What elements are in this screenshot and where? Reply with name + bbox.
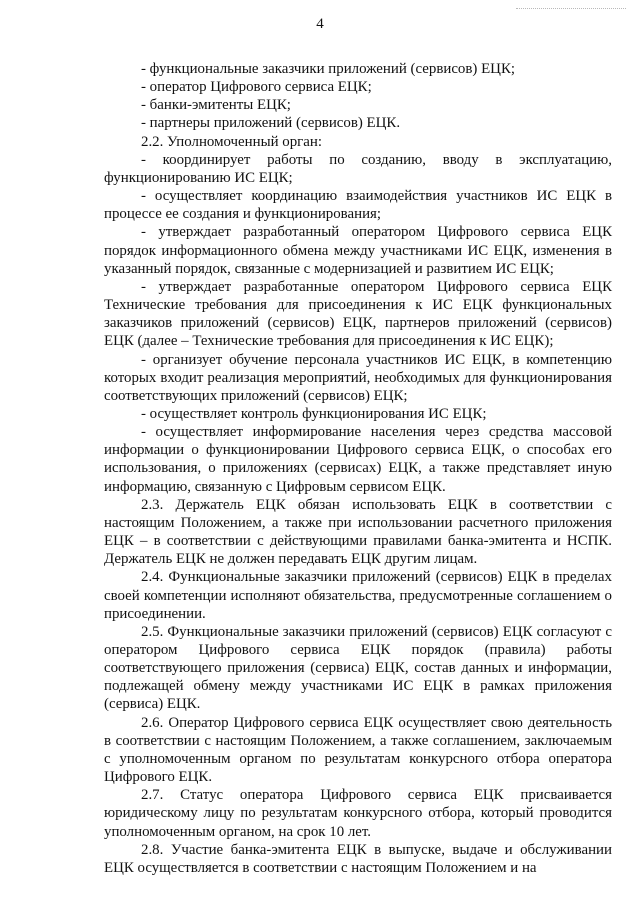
authority-duty-coordinates-works: - координирует работы по созданию, вводу в эксплуатацию, функционированию ИС ЕЦК; xyxy=(104,151,612,186)
document-body xyxy=(104,60,612,877)
section-2-5-paragraph: 2.5. Функциональные заказчики приложений (сервисов) ЕЦК согласуют с оператором Цифрового сервиса ЕЦК порядок (правила) работы соответствующего приложения (сервиса) ЕЦК, состав данных и информации, подлежащей обмену между участниками ИС ЕЦК в рамках приложения (сервиса) ЕЦК. xyxy=(104,623,612,713)
authority-duty-controls-functioning: - осуществляет контроль функционирования ИС ЕЦК; xyxy=(141,405,487,422)
authority-duty-approves-exchange-order: - утверждает разработанный оператором Цифрового сервиса ЕЦК порядок информационного обмена между участниками ИС ЕЦК, изменения в указанный порядок, связанные с модернизацией и развитием ИС ЕЦК; xyxy=(104,224,612,277)
list-item-functional-customers: - функциональные заказчики приложений (сервисов) ЕЦК; xyxy=(141,61,516,77)
section-2-3-paragraph: 2.3. Держатель ЕЦК обязан использовать ЕЦК в соответствии с настоящим Положением, а также при использовании расчетного приложения ЕЦК – в соответствии с действующими правилами банка-эмитента и НСПК. Держатель ЕЦК не должен передавать ЕЦК другим лицам. xyxy=(104,496,612,568)
authority-duty-coordinates-interaction: - осуществляет координацию взаимодействия участников ИС ЕЦК в процессе ее создания и функционирования; xyxy=(104,188,612,223)
section-2-2-heading: 2.2. Уполномоченный орган: xyxy=(141,133,322,150)
authority-duty-approves-technical-requirements: - утверждает разработанные оператором Цифрового сервиса ЕЦК Технические требования для присоединения к ИС ЕЦК функциональных заказчиков приложений (сервисов) ЕЦК, партнеров приложений (сервисов) ЕЦК (далее – Технические требования для присоединения к ИС ЕЦК); xyxy=(104,278,612,350)
list-item-operator: - оператор Цифрового сервиса ЕЦК; xyxy=(141,79,372,96)
list-item-issuing-banks: - банки-эмитенты ЕЦК; xyxy=(141,97,291,114)
authority-duty-informs-population: - осуществляет информирование населения через средства массовой информации о функционировании Цифрового сервиса ЕЦК, о способах его использования, о приложениях (сервисах) ЕЦК, а также представляет иную информацию, связанную с Цифровым сервисом ЕЦК. xyxy=(104,424,612,495)
section-2-7-paragraph: 2.7. Статус оператора Цифрового сервиса ЕЦК присваивается юридическому лицу по результатам конкурсного отбора, который проводится уполномоченным органом, на срок 10 лет. xyxy=(104,787,612,840)
page-number: 4 xyxy=(316,16,324,32)
list-item-partners: - партнеры приложений (сервисов) ЕЦК. xyxy=(141,115,401,132)
section-2-8-paragraph: 2.8. Участие банка-эмитента ЕЦК в выпуске, выдаче и обслуживании ЕЦК осуществляется в соответствии с настоящим Положением и на xyxy=(104,841,612,876)
authority-duty-organizes-training: - организует обучение персонала участников ИС ЕЦК, в компетенцию которых входит реализация мероприятий, необходимых для функционирования соответствующих приложений (сервисов) ЕЦК; xyxy=(104,351,612,404)
section-2-4-paragraph: 2.4. Функциональные заказчики приложений (сервисов) ЕЦК в пределах своей компетенции исполняют обязательства, предусмотренные соглашением о присоединении. xyxy=(104,569,612,622)
section-2-6-paragraph: 2.6. Оператор Цифрового сервиса ЕЦК осуществляет свою деятельность в соответствии с настоящим Положением, а также соглашением, заключаемым с уполномоченным органом по результатам конкурсного отбора оператора Цифрового ЕЦК. xyxy=(104,714,612,786)
